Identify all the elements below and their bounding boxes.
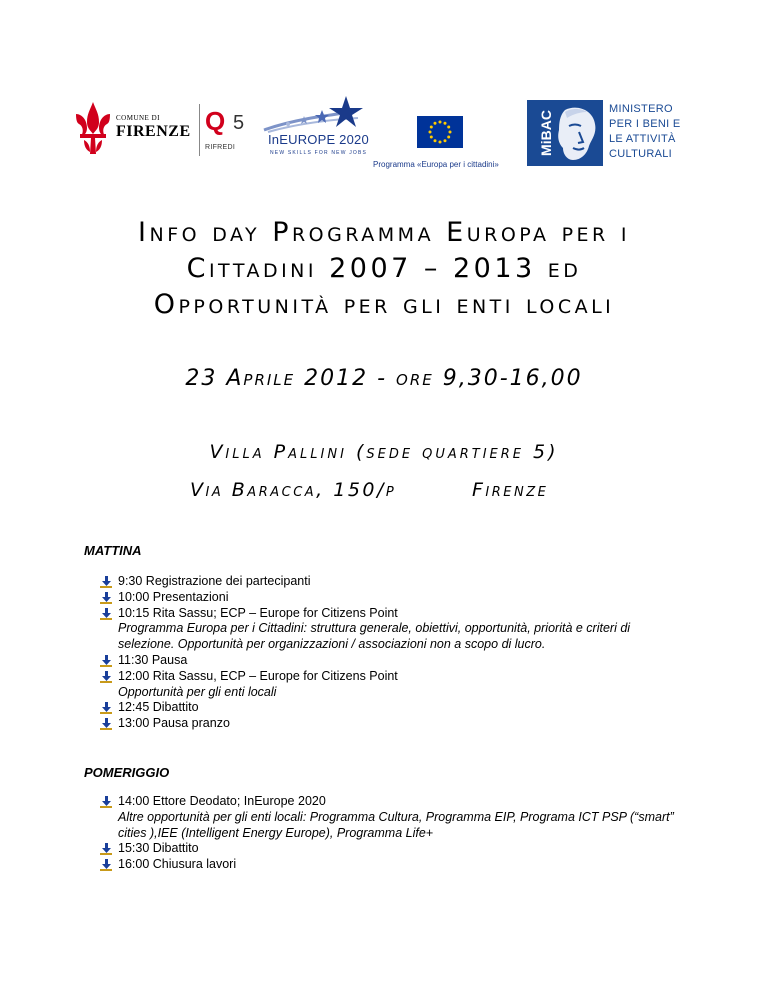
- event-date: 23 Aprile 2012 - ore 9,30-16,00: [185, 366, 583, 391]
- agenda-item: [100, 606, 680, 653]
- arrow-bullet-icon: [100, 796, 112, 808]
- event-title: [40, 215, 728, 323]
- ineurope-name: InEUROPE 2020: [268, 132, 369, 147]
- agenda-item-text: 12:00 Rita Sassu, ECP – Europe for Citizens Point: [118, 668, 398, 683]
- agenda-item-text: 14:00 Ettore Deodato; InEurope 2020: [118, 794, 326, 808]
- q5-number: 5: [233, 112, 245, 134]
- arrow-bullet-icon: [100, 702, 112, 714]
- quartiere-5-logo: [205, 104, 255, 158]
- q5-district-label: RIFREDI: [205, 144, 236, 151]
- mibac-line: CULTURALI: [609, 148, 673, 160]
- stars-swoosh-icon: [262, 94, 377, 134]
- mibac-line: MINISTERO: [609, 103, 673, 115]
- agenda-item-text: 15:30 Dibattito: [118, 841, 199, 856]
- arrow-bullet-icon: [100, 671, 112, 683]
- agenda-item-text: 12:45 Dibattito: [118, 700, 199, 715]
- agenda-item: [100, 574, 680, 590]
- agenda-item: [100, 669, 680, 701]
- morning-heading: MATTINA: [84, 543, 142, 558]
- logo-divider: [199, 104, 200, 156]
- afternoon-heading: POMERIGGIO: [84, 765, 170, 780]
- fleur-de-lis-icon: [72, 100, 114, 156]
- agenda-item-text: 13:00 Pausa pranzo: [118, 716, 230, 731]
- agenda-item-description: Programma Europa per i Cittadini: struttura generale, obiettivi, opportunità, priorità e criteri di selezione. Opportunità per organizzazioni / associazioni non a scopo di lucro.: [118, 621, 631, 652]
- comune-di-firenze-logo: [72, 100, 192, 156]
- agenda-item: [100, 716, 680, 732]
- q5-letter: Q: [205, 106, 226, 136]
- agenda-item: [100, 841, 680, 857]
- eu-flag-icon: [417, 116, 463, 148]
- ineurope-2020-logo: [262, 94, 377, 164]
- mibac-logo: [527, 100, 687, 166]
- mibac-line: PER I BENI E: [609, 118, 681, 130]
- logo-bar: [0, 0, 768, 180]
- afternoon-agenda: [100, 794, 680, 873]
- mibac-line: LE ATTIVITÀ: [609, 133, 676, 145]
- eu-programme-caption: Programma «Europa per i cittadini»: [373, 160, 499, 169]
- venue-street-address: Via Baracca, 150/p: [190, 479, 397, 501]
- mibac-ministry-name: [609, 102, 680, 162]
- title-line: Info day Programma Europa per i: [138, 217, 630, 248]
- agenda-item-text: 16:00 Chiusura lavori: [118, 857, 237, 872]
- agenda-item-text: 11:30 Pausa: [118, 652, 188, 667]
- arrow-bullet-icon: [100, 859, 112, 871]
- mibac-emblem: [527, 100, 603, 166]
- arrow-bullet-icon: [100, 655, 112, 667]
- comune-di-label: COMUNE DI: [116, 114, 160, 122]
- morning-agenda: [100, 574, 680, 732]
- agenda-item-description: Altre opportunità per gli enti locali: Programma Cultura, Programma EIP, Programa ICT PSP (“smart” cities ),IEE (Intelligent Energy Europe), Programma Life+: [118, 809, 674, 840]
- arrow-bullet-icon: [100, 843, 112, 855]
- arrow-bullet-icon: [100, 592, 112, 604]
- event-venue: Villa Pallini (sede quartiere 5): [209, 441, 559, 463]
- agenda-item-text: 9:30 Registrazione dei partecipanti: [118, 574, 311, 588]
- agenda-item: [100, 590, 680, 606]
- agenda-item-text: 10:15 Rita Sassu; ECP – Europe for Citizens Point: [118, 605, 398, 620]
- arrow-bullet-icon: [100, 608, 112, 620]
- venue-city: Firenze: [472, 479, 549, 501]
- firenze-label: FIRENZE: [116, 123, 191, 140]
- ineurope-tagline: NEW SKILLS FOR NEW JOBS: [270, 150, 368, 156]
- agenda-item: [100, 857, 680, 873]
- agenda-item-text: 10:00 Presentazioni: [118, 589, 229, 604]
- title-line: Cittadini 2007 – 2013 ed: [186, 253, 582, 284]
- agenda-item: [100, 794, 680, 841]
- title-line: Opportunità per gli enti locali: [153, 289, 615, 320]
- classical-head-icon: [551, 104, 599, 162]
- agenda-item: [100, 653, 680, 669]
- europe-for-citizens-logo: [373, 116, 521, 176]
- agenda-item-description: Opportunità per gli enti locali: [118, 684, 277, 699]
- mibac-abbreviation: MiBAC: [537, 110, 554, 156]
- arrow-bullet-icon: [100, 718, 112, 730]
- arrow-bullet-icon: [100, 576, 112, 588]
- agenda-item: [100, 700, 680, 716]
